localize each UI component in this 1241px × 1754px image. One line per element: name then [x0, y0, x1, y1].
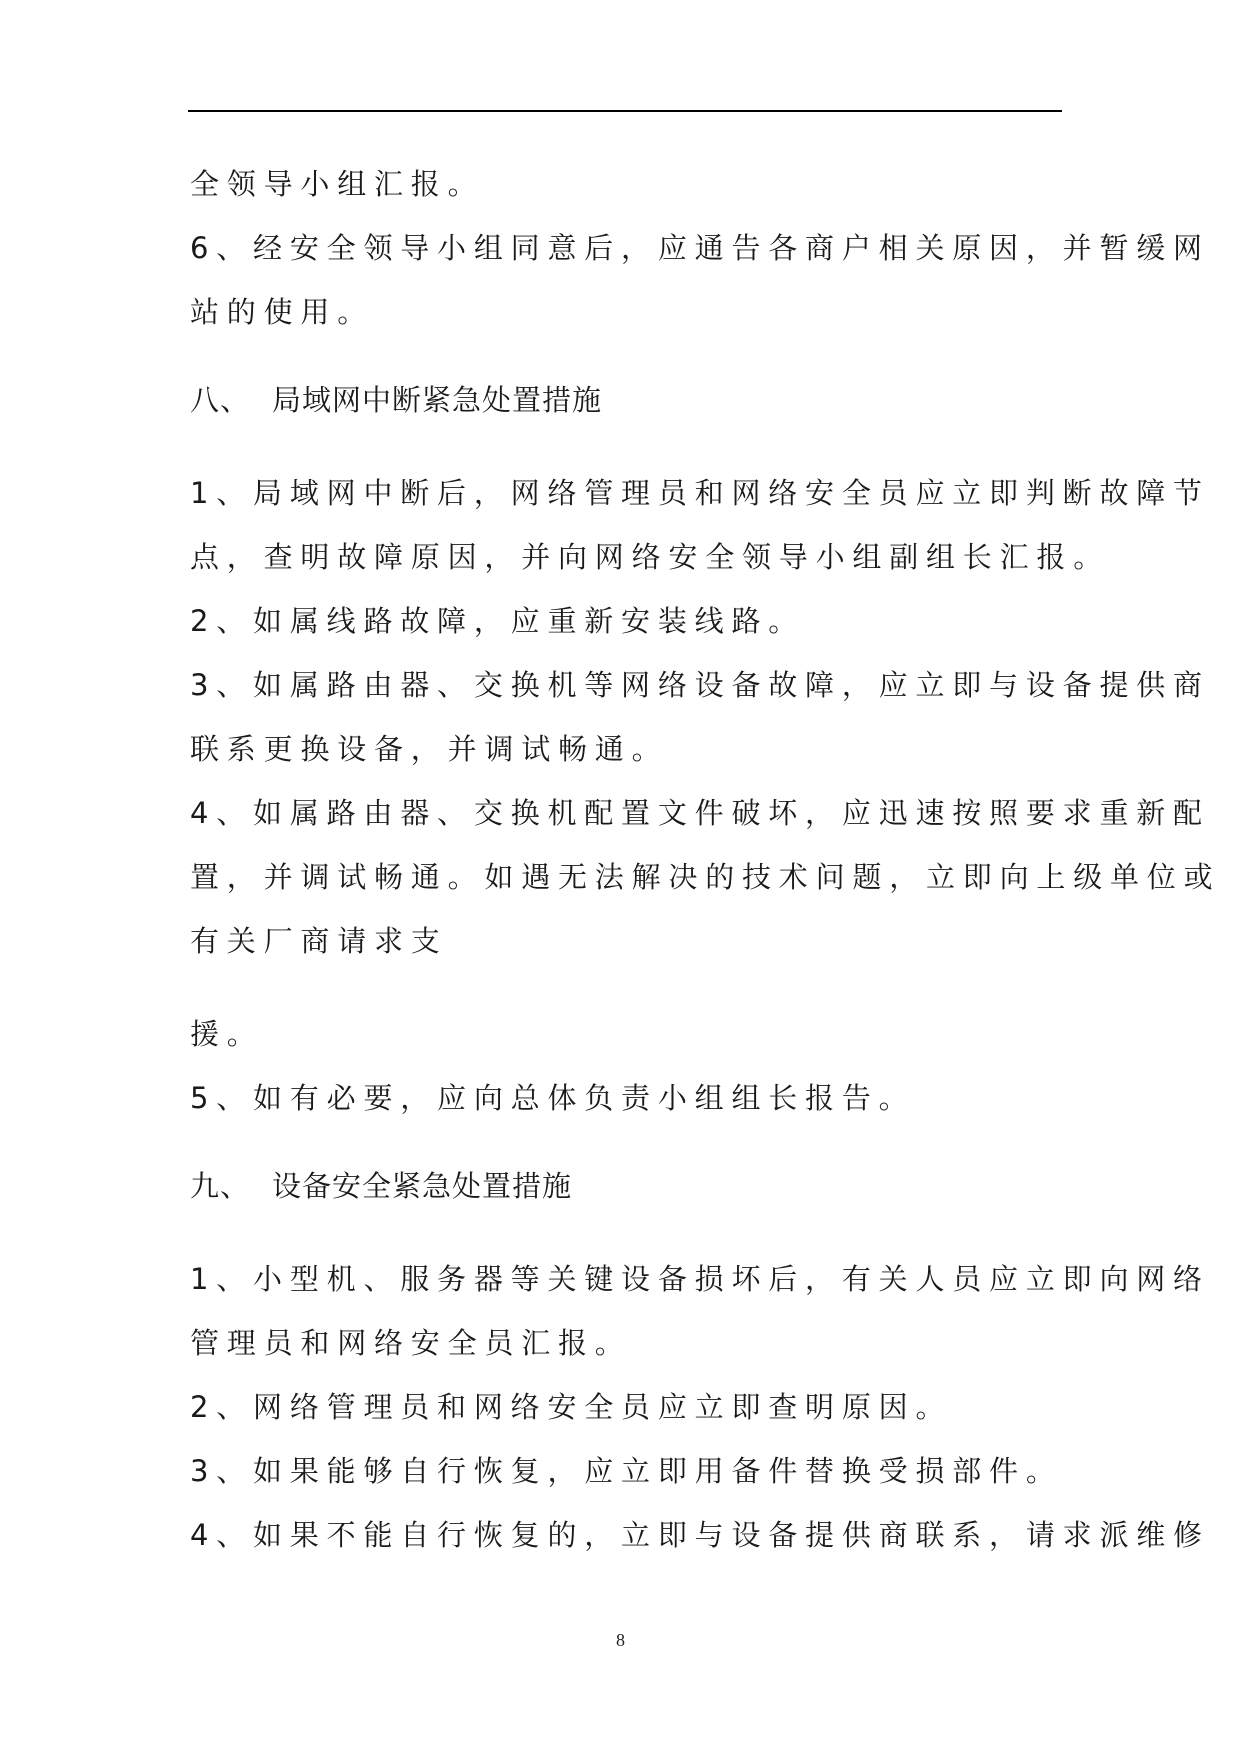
paragraph-line: 3、如果能够自行恢复，应立即用备件替换受损部件。	[190, 1454, 1063, 1488]
paragraph-line: 2、网络管理员和网络安全员应立即查明原因。	[190, 1390, 953, 1424]
paragraph-line: 1、小型机、服务器等关键设备损坏后，有关人员应立即向网络	[190, 1262, 1210, 1296]
paragraph-line: 管理员和网络安全员汇报。	[190, 1326, 632, 1360]
header-rule	[188, 110, 1062, 112]
paragraph-line: 站的使用。	[190, 295, 375, 329]
paragraph-line: 有关厂商请求支	[190, 924, 448, 958]
section-number: 八、	[190, 383, 251, 417]
paragraph-line: 联系更换设备，并调试畅通。	[190, 732, 669, 766]
paragraph-line: 置，并调试畅通。如遇无法解决的技术问题，立即向上级单位或	[190, 860, 1221, 894]
paragraph-line: 1、局域网中断后，网络管理员和网络安全员应立即判断故障节	[190, 476, 1210, 510]
paragraph-line: 4、如属路由器、交换机配置文件破坏，应迅速按照要求重新配	[190, 796, 1210, 830]
section-title: 设备安全紧急处置措施	[272, 1169, 573, 1203]
paragraph-line: 6、经安全领导小组同意后，应通告各商户相关原因，并暂缓网	[190, 231, 1210, 265]
section-heading-9	[190, 1154, 1070, 1218]
paragraph-gap	[190, 973, 1070, 1002]
paragraph-line: 3、如属路由器、交换机等网络设备故障，应立即与设备提供商	[190, 668, 1210, 702]
paragraph-line: 2、如属线路故障，应重新安装线路。	[190, 604, 806, 638]
paragraph-line: 4、如果不能自行恢复的，立即与设备提供商联系，请求派维修	[190, 1518, 1210, 1552]
page-body	[190, 152, 1221, 1567]
section-heading-8	[190, 368, 1070, 432]
section-title: 局域网中断紧急处置措施	[272, 383, 603, 417]
section-number: 九、	[190, 1169, 251, 1203]
paragraph-line: 点，查明故障原因，并向网络安全领导小组副组长汇报。	[190, 540, 1111, 574]
paragraph-line: 5、如有必要，应向总体负责小组组长报告。	[190, 1081, 916, 1115]
paragraph-line: 援。	[190, 1017, 264, 1051]
paragraph-line: 全领导小组汇报。	[190, 167, 485, 201]
page-number: 8	[616, 1630, 625, 1650]
